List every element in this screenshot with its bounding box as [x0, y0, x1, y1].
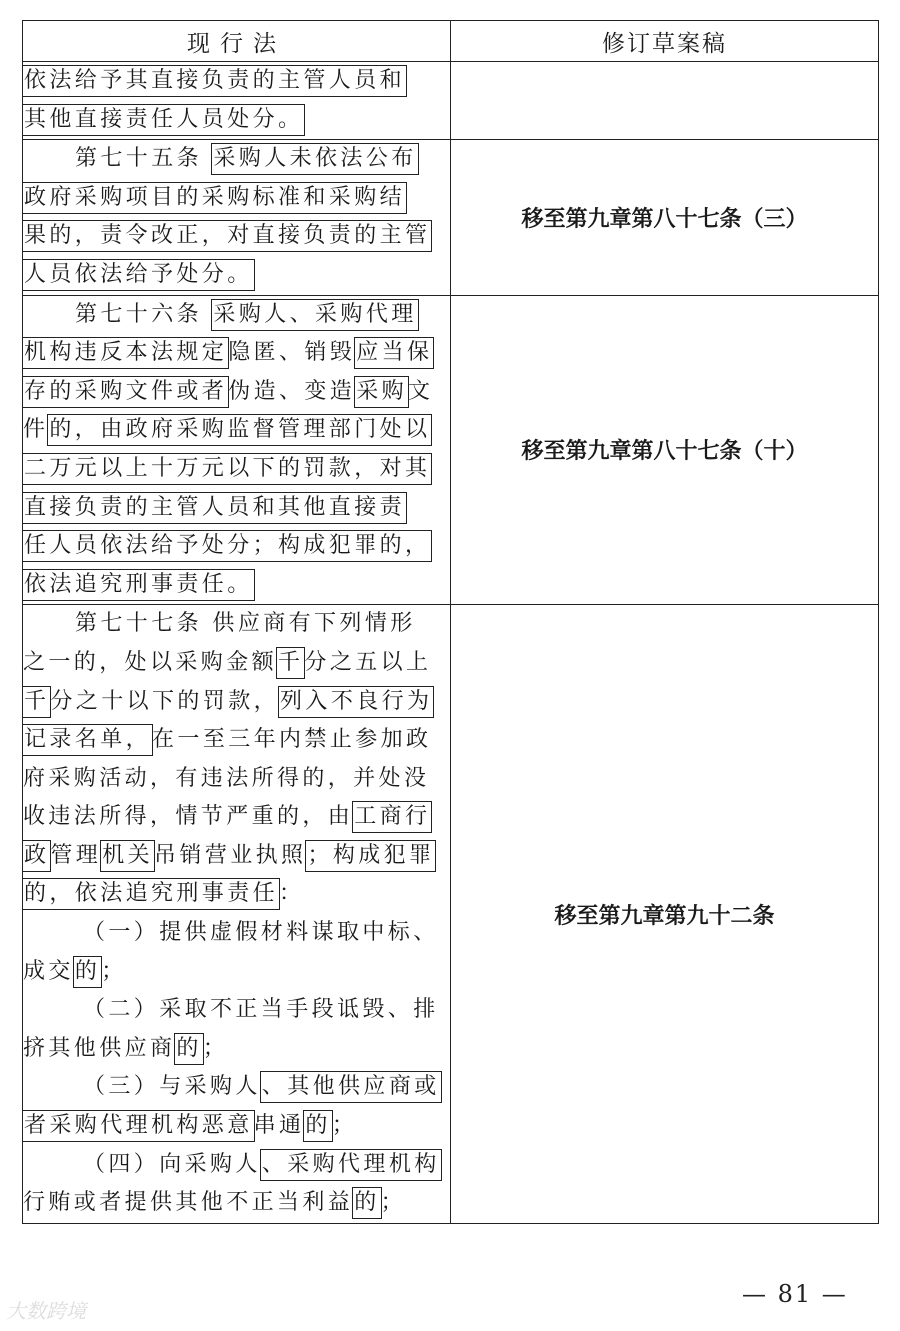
revised-draft-cell	[451, 62, 879, 140]
table-header-row	[23, 21, 879, 62]
article-number: 第七十六条	[75, 301, 203, 327]
marked-text: 的，由政府采购监督管理部门处以	[47, 414, 432, 446]
marked-text: 、采购代理机构	[260, 1149, 442, 1181]
current-law-cell	[23, 605, 451, 1224]
marked-text: 千	[276, 647, 305, 679]
marked-text: 机关	[100, 840, 155, 872]
plain-text: （二）采取不正当手段诋毁、排	[83, 997, 439, 1023]
marked-text: 、其他供应商或	[260, 1071, 442, 1103]
plain-text: ；	[202, 1035, 229, 1061]
article-number: 第七十五条	[75, 146, 203, 172]
marked-text: 政	[23, 840, 51, 872]
plain-text: ；	[331, 1113, 358, 1139]
current-law-cell	[23, 62, 451, 140]
marked-text: 依法追究刑事责任。	[23, 569, 255, 601]
marked-text: 政府采购项目的采购标准和采购结	[23, 182, 407, 214]
table-row	[23, 140, 879, 295]
marked-text: 应当保	[354, 337, 434, 369]
plain-text: 成交	[23, 958, 74, 984]
plain-text: （三）与采购人	[83, 1074, 261, 1100]
marked-text: ；构成犯罪	[305, 840, 436, 872]
plain-text: 行贿或者提供其他不正当利益	[23, 1190, 354, 1216]
plain-text: （一）提供虚假材料谋取中标、	[83, 920, 439, 946]
current-law-cell	[23, 295, 451, 605]
marked-text: 采购人未依法公布	[211, 143, 418, 175]
plain-text: ；	[380, 1190, 407, 1216]
plain-text: 在一至三年内禁止参加政	[152, 727, 432, 753]
header-current-law: 现行法	[23, 21, 451, 62]
marked-text: 二万元以上十万元以下的罚款，对其	[23, 453, 432, 485]
plain-text: 分之十以下的罚款，	[50, 688, 280, 714]
current-law-cell	[23, 140, 451, 295]
marked-text: 的	[73, 956, 102, 988]
plain-text: 之一的，处以采购金额	[23, 649, 278, 675]
marked-text: 记录名单，	[23, 724, 153, 756]
article-number: 第七十七条	[75, 611, 203, 637]
plain-text: 供应商有下列情形	[212, 611, 416, 637]
plain-text: 吊销营业执照	[154, 842, 307, 868]
plain-text: 府采购活动，有违法所得的，并处没	[23, 765, 430, 791]
table-row	[23, 605, 879, 1224]
watermark: 大数跨境	[6, 1299, 86, 1323]
header-revised-draft: 修订草案稿	[451, 21, 879, 62]
marked-text: 的	[303, 1110, 332, 1142]
plain-text: ：	[279, 881, 305, 907]
plain-text: ；	[101, 958, 127, 984]
marked-text: 千	[23, 686, 51, 718]
plain-text: 串通	[253, 1113, 305, 1139]
plain-text: 文	[408, 378, 434, 404]
marked-text: 机构违反本法规定	[23, 337, 229, 369]
table-row	[23, 62, 879, 140]
plain-text: 管理	[50, 842, 102, 868]
marked-text: 任人员依法给予处分；构成犯罪的，	[23, 530, 432, 562]
plain-text: 件	[23, 417, 49, 443]
plain-text: 挤其他供应商	[23, 1035, 176, 1061]
marked-text: 采购人、采购代理	[211, 299, 418, 331]
marked-text: 的	[174, 1033, 203, 1065]
marked-text: 的，依法追究刑事责任	[23, 878, 280, 910]
marked-text: 存的采购文件或者	[23, 376, 229, 408]
marked-text: 者采购代理机构恶意	[23, 1110, 255, 1142]
marked-text: 其他直接责任人员处分。	[23, 104, 305, 136]
marked-text: 的	[352, 1187, 381, 1219]
revised-draft-cell: 移至第九章第八十七条（十）	[451, 295, 879, 605]
plain-text: 分之五以上	[304, 649, 432, 675]
revised-draft-cell: 移至第九章第九十二条	[451, 605, 879, 1224]
plain-text: 收违法所得，情节严重的，由	[23, 804, 354, 830]
marked-text: 列入不良行为	[278, 686, 434, 718]
marked-text: 果的，责令改正，对直接负责的主管	[23, 220, 432, 252]
marked-text: 直接负责的主管人员和其他直接责	[23, 492, 407, 524]
plain-text: 伪造、变造	[228, 378, 356, 404]
plain-text: （四）向采购人	[83, 1151, 261, 1177]
marked-text: 依法给予其直接负责的主管人员和	[23, 65, 407, 97]
revised-draft-cell: 移至第九章第八十七条（三）	[451, 140, 879, 295]
table-row	[23, 295, 879, 605]
comparison-table	[22, 20, 879, 1224]
plain-text: 隐匿、销毁	[228, 340, 356, 366]
marked-text: 工商行	[352, 801, 432, 833]
marked-text: 采购	[354, 376, 409, 408]
marked-text: 人员依法给予处分。	[23, 259, 255, 291]
page-number: — 81 —	[742, 1280, 848, 1308]
